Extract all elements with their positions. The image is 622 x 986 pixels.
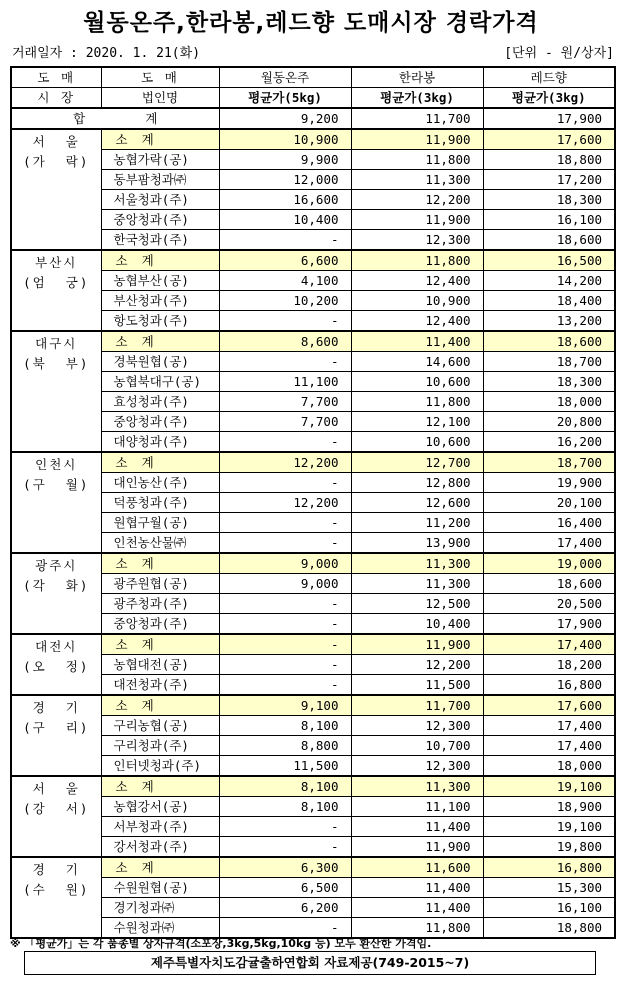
subtotal-value: 18,600 bbox=[483, 331, 615, 352]
market-city: 대구시 bbox=[35, 336, 78, 351]
corp-name: 부산청과(주) bbox=[101, 291, 219, 311]
source-credit: 제주특별자치도감귤출하연합회 자료제공(749-2015~7) bbox=[24, 951, 596, 975]
price-value: 8,100 bbox=[219, 797, 351, 817]
header-corp-line2: 법인명 bbox=[101, 88, 219, 109]
price-value: 20,800 bbox=[483, 412, 615, 432]
subtotal-value: 10,900 bbox=[219, 129, 351, 150]
subtotal-value: 12,700 bbox=[351, 452, 483, 473]
header-avg-redhyang: 평균가(3kg) bbox=[483, 88, 615, 109]
header-avg-mandarin: 평균가(5kg) bbox=[219, 88, 351, 109]
price-value: 16,400 bbox=[483, 513, 615, 533]
table-row bbox=[11, 372, 615, 392]
price-value: 15,300 bbox=[483, 878, 615, 898]
corp-name: 광주청과(주) bbox=[101, 594, 219, 614]
price-value: 10,400 bbox=[219, 210, 351, 230]
price-value: - bbox=[219, 513, 351, 533]
table-row bbox=[11, 817, 615, 837]
price-value: 11,500 bbox=[351, 675, 483, 696]
corp-name: 경북원협(공) bbox=[101, 352, 219, 372]
market-district: (오 정) bbox=[23, 659, 90, 674]
price-value: 18,900 bbox=[483, 797, 615, 817]
market-city: 경 기 bbox=[32, 700, 80, 715]
corp-name: 농협부산(공) bbox=[101, 271, 219, 291]
table-row bbox=[11, 594, 615, 614]
table-row bbox=[11, 574, 615, 594]
price-value: - bbox=[219, 352, 351, 372]
table-row bbox=[11, 473, 615, 493]
price-value: 10,400 bbox=[351, 614, 483, 635]
price-value: 19,800 bbox=[483, 837, 615, 858]
price-value: 6,500 bbox=[219, 878, 351, 898]
subtotal-label: 소계 bbox=[101, 695, 219, 716]
price-value: 11,300 bbox=[351, 574, 483, 594]
header-avg-hallabong: 평균가(3kg) bbox=[351, 88, 483, 109]
table-row bbox=[11, 878, 615, 898]
subtotal-value: 8,600 bbox=[219, 331, 351, 352]
market-district: (수 원) bbox=[23, 882, 90, 897]
subtotal-row bbox=[11, 250, 615, 271]
price-value: 9,000 bbox=[219, 574, 351, 594]
price-value: 12,200 bbox=[219, 493, 351, 513]
price-value: 14,200 bbox=[483, 271, 615, 291]
price-value: 16,100 bbox=[483, 898, 615, 918]
price-value: 18,600 bbox=[483, 574, 615, 594]
price-value: 11,200 bbox=[351, 513, 483, 533]
market-cell bbox=[11, 452, 101, 553]
subtotal-row bbox=[11, 634, 615, 655]
price-value: 18,700 bbox=[483, 352, 615, 372]
page-title: 월동온주,한라봉,레드향 도매시장 경락가격 bbox=[83, 10, 539, 36]
price-value: 10,200 bbox=[219, 291, 351, 311]
market-district: (가 락) bbox=[23, 154, 90, 169]
price-value: 11,100 bbox=[219, 372, 351, 392]
price-value: 18,600 bbox=[483, 230, 615, 251]
corp-name: 덕풍청과(주) bbox=[101, 493, 219, 513]
subtotal-value: 9,100 bbox=[219, 695, 351, 716]
subtotal-value: 11,300 bbox=[351, 776, 483, 797]
table-row bbox=[11, 352, 615, 372]
price-value: - bbox=[219, 817, 351, 837]
subtotal-label: 소계 bbox=[101, 452, 219, 473]
subtotal-row bbox=[11, 129, 615, 150]
subtotal-value: 9,000 bbox=[219, 553, 351, 574]
price-value: - bbox=[219, 594, 351, 614]
corp-name: 구리청과(주) bbox=[101, 736, 219, 756]
price-value: 12,300 bbox=[351, 716, 483, 736]
price-value: 12,400 bbox=[351, 311, 483, 332]
market-cell bbox=[11, 857, 101, 938]
market-district: (강 서) bbox=[23, 801, 90, 816]
subtotal-label: 소계 bbox=[101, 129, 219, 150]
price-value: - bbox=[219, 675, 351, 696]
subtotal-label: 소계 bbox=[101, 553, 219, 574]
table-row bbox=[11, 271, 615, 291]
price-value: 11,100 bbox=[351, 797, 483, 817]
market-district: (구 월) bbox=[23, 477, 90, 492]
corp-name: 중앙청과(주) bbox=[101, 210, 219, 230]
price-value: 11,800 bbox=[351, 150, 483, 170]
price-value: 18,800 bbox=[483, 150, 615, 170]
subtotal-value: 11,900 bbox=[351, 129, 483, 150]
corp-name: 인터넷청과(주) bbox=[101, 756, 219, 777]
market-district: (구 리) bbox=[23, 720, 90, 735]
subtotal-label: 소계 bbox=[101, 250, 219, 271]
subtotal-label: 소계 bbox=[101, 857, 219, 878]
price-value: 11,800 bbox=[351, 392, 483, 412]
subtotal-value: 12,200 bbox=[219, 452, 351, 473]
trade-date: 거래일자 : 2020. 1. 21(화) bbox=[12, 46, 201, 61]
price-value: 10,600 bbox=[351, 432, 483, 453]
table-row bbox=[11, 655, 615, 675]
market-district: (엄 궁) bbox=[23, 275, 90, 290]
table-row bbox=[11, 311, 615, 332]
subtotal-label: 소계 bbox=[101, 634, 219, 655]
price-value: 12,200 bbox=[351, 655, 483, 675]
price-value: 16,600 bbox=[219, 190, 351, 210]
price-table-body bbox=[11, 67, 615, 938]
price-value: 12,600 bbox=[351, 493, 483, 513]
total-label: 합 계 bbox=[11, 108, 219, 129]
price-value: 13,200 bbox=[483, 311, 615, 332]
price-value: 8,100 bbox=[219, 716, 351, 736]
subtotal-value: 8,100 bbox=[219, 776, 351, 797]
table-row bbox=[11, 432, 615, 453]
price-value: 18,400 bbox=[483, 291, 615, 311]
table-row bbox=[11, 736, 615, 756]
subtotal-value: 11,300 bbox=[351, 553, 483, 574]
total-value-redhyang: 17,900 bbox=[483, 108, 615, 129]
price-value: 16,100 bbox=[483, 210, 615, 230]
subtotal-value: 16,800 bbox=[483, 857, 615, 878]
header-market-line1: 도 매 bbox=[11, 67, 101, 88]
price-value: - bbox=[219, 533, 351, 554]
market-cell bbox=[11, 776, 101, 857]
market-city: 부산시 bbox=[35, 255, 78, 270]
table-row bbox=[11, 412, 615, 432]
price-value: - bbox=[219, 614, 351, 635]
price-value: 13,900 bbox=[351, 533, 483, 554]
corp-name: 항도청과(주) bbox=[101, 311, 219, 332]
corp-name: 동부팜청과㈜ bbox=[101, 170, 219, 190]
subtotal-value: 17,600 bbox=[483, 129, 615, 150]
price-value: 12,000 bbox=[219, 170, 351, 190]
total-value-mandarin: 9,200 bbox=[219, 108, 351, 129]
price-value: 7,700 bbox=[219, 412, 351, 432]
corp-name: 농협강서(공) bbox=[101, 797, 219, 817]
header-row-2 bbox=[11, 88, 615, 109]
subtotal-row bbox=[11, 452, 615, 473]
subtotal-row bbox=[11, 776, 615, 797]
price-value: 12,300 bbox=[351, 230, 483, 251]
subtotal-value: 17,400 bbox=[483, 634, 615, 655]
header-product-hallabong: 한라봉 bbox=[351, 67, 483, 88]
market-city: 경 기 bbox=[32, 862, 80, 877]
corp-name: 농협대전(공) bbox=[101, 655, 219, 675]
market-cell bbox=[11, 553, 101, 634]
table-row bbox=[11, 837, 615, 858]
price-value: 19,900 bbox=[483, 473, 615, 493]
subtotal-row bbox=[11, 553, 615, 574]
header-product-mandarin: 월동온주 bbox=[219, 67, 351, 88]
unit-label: [단위 - 원/상자] bbox=[504, 46, 614, 61]
table-row bbox=[11, 190, 615, 210]
table-row bbox=[11, 513, 615, 533]
market-city: 서 울 bbox=[32, 781, 80, 796]
price-value: 12,800 bbox=[351, 473, 483, 493]
subtotal-row bbox=[11, 331, 615, 352]
corp-name: 인천농산물㈜ bbox=[101, 533, 219, 554]
price-value: 10,900 bbox=[351, 291, 483, 311]
market-district: (북 부) bbox=[23, 356, 90, 371]
table-row bbox=[11, 170, 615, 190]
table-row bbox=[11, 150, 615, 170]
price-table bbox=[10, 66, 616, 939]
price-value: 11,900 bbox=[351, 210, 483, 230]
corp-name: 농협가락(공) bbox=[101, 150, 219, 170]
price-value: - bbox=[219, 918, 351, 939]
market-city: 광주시 bbox=[35, 558, 78, 573]
table-row bbox=[11, 756, 615, 777]
price-value: - bbox=[219, 837, 351, 858]
corp-name: 서울청과(주) bbox=[101, 190, 219, 210]
price-value: 4,100 bbox=[219, 271, 351, 291]
price-value: 18,300 bbox=[483, 190, 615, 210]
price-value: 10,700 bbox=[351, 736, 483, 756]
subtotal-value: 19,000 bbox=[483, 553, 615, 574]
price-value: 17,400 bbox=[483, 533, 615, 554]
market-city: 대전시 bbox=[35, 639, 78, 654]
corp-name: 대양청과(주) bbox=[101, 432, 219, 453]
market-city: 인천시 bbox=[35, 457, 78, 472]
table-row bbox=[11, 230, 615, 251]
price-value: - bbox=[219, 432, 351, 453]
price-value: 11,400 bbox=[351, 878, 483, 898]
corp-name: 서부청과(주) bbox=[101, 817, 219, 837]
price-value: 12,200 bbox=[351, 190, 483, 210]
corp-name: 광주원협(공) bbox=[101, 574, 219, 594]
subtotal-value: 11,400 bbox=[351, 331, 483, 352]
price-value: 8,800 bbox=[219, 736, 351, 756]
corp-name: 효성청과(주) bbox=[101, 392, 219, 412]
price-value: 19,100 bbox=[483, 817, 615, 837]
price-value: 12,500 bbox=[351, 594, 483, 614]
subtotal-value: 18,700 bbox=[483, 452, 615, 473]
table-row bbox=[11, 493, 615, 513]
subtotal-value: 16,500 bbox=[483, 250, 615, 271]
price-value: 11,400 bbox=[351, 898, 483, 918]
price-value: 16,800 bbox=[483, 675, 615, 696]
price-value: 17,400 bbox=[483, 716, 615, 736]
price-value: 20,500 bbox=[483, 594, 615, 614]
table-row bbox=[11, 614, 615, 635]
market-cell bbox=[11, 331, 101, 452]
market-cell bbox=[11, 695, 101, 776]
subtotal-value: 19,100 bbox=[483, 776, 615, 797]
corp-name: 중앙청과(주) bbox=[101, 614, 219, 635]
corp-name: 한국청과(주) bbox=[101, 230, 219, 251]
price-value: 12,400 bbox=[351, 271, 483, 291]
price-value: 9,900 bbox=[219, 150, 351, 170]
price-value: - bbox=[219, 473, 351, 493]
header-product-redhyang: 레드향 bbox=[483, 67, 615, 88]
price-value: 18,300 bbox=[483, 372, 615, 392]
table-row bbox=[11, 210, 615, 230]
price-value: 17,400 bbox=[483, 736, 615, 756]
price-value: 14,600 bbox=[351, 352, 483, 372]
price-value: - bbox=[219, 230, 351, 251]
subtotal-value: 11,900 bbox=[351, 634, 483, 655]
price-value: 11,400 bbox=[351, 817, 483, 837]
subtotal-value: 6,300 bbox=[219, 857, 351, 878]
market-cell bbox=[11, 250, 101, 331]
price-value: 11,800 bbox=[351, 918, 483, 939]
subtotal-row bbox=[11, 695, 615, 716]
corp-name: 수원청과㈜ bbox=[101, 918, 219, 939]
price-value: 18,000 bbox=[483, 392, 615, 412]
subtotal-value: 11,700 bbox=[351, 695, 483, 716]
table-row bbox=[11, 392, 615, 412]
header-corp-line1: 도 매 bbox=[101, 67, 219, 88]
total-row bbox=[11, 108, 615, 129]
corp-name: 경기청과㈜ bbox=[101, 898, 219, 918]
corp-name: 중앙청과(주) bbox=[101, 412, 219, 432]
price-value: 18,800 bbox=[483, 918, 615, 939]
header-row-1 bbox=[11, 67, 615, 88]
market-city: 서 울 bbox=[32, 134, 80, 149]
price-value: - bbox=[219, 311, 351, 332]
price-value: 18,200 bbox=[483, 655, 615, 675]
table-row bbox=[11, 675, 615, 696]
price-value: 12,300 bbox=[351, 756, 483, 777]
price-value: 16,200 bbox=[483, 432, 615, 453]
price-value: - bbox=[219, 655, 351, 675]
corp-name: 구리농협(공) bbox=[101, 716, 219, 736]
subtotal-label: 소계 bbox=[101, 331, 219, 352]
price-value: 20,100 bbox=[483, 493, 615, 513]
corp-name: 대전청과(주) bbox=[101, 675, 219, 696]
price-value: 10,600 bbox=[351, 372, 483, 392]
price-value: 6,200 bbox=[219, 898, 351, 918]
table-row bbox=[11, 797, 615, 817]
price-value: 7,700 bbox=[219, 392, 351, 412]
table-row bbox=[11, 716, 615, 736]
corp-name: 대인농산(주) bbox=[101, 473, 219, 493]
table-row bbox=[11, 533, 615, 554]
price-value: 18,000 bbox=[483, 756, 615, 777]
price-value: 17,900 bbox=[483, 614, 615, 635]
subtotal-value: - bbox=[219, 634, 351, 655]
total-value-hallabong: 11,700 bbox=[351, 108, 483, 129]
subtotal-value: 11,800 bbox=[351, 250, 483, 271]
price-value: 11,900 bbox=[351, 837, 483, 858]
table-row bbox=[11, 898, 615, 918]
market-district: (각 화) bbox=[23, 578, 90, 593]
header-market-line2: 시 장 bbox=[11, 88, 101, 109]
price-value: 12,100 bbox=[351, 412, 483, 432]
subtotal-value: 17,600 bbox=[483, 695, 615, 716]
corp-name: 수원원협(공) bbox=[101, 878, 219, 898]
corp-name: 농협북대구(공) bbox=[101, 372, 219, 392]
market-cell bbox=[11, 129, 101, 250]
subtotal-row bbox=[11, 857, 615, 878]
price-value: 11,300 bbox=[351, 170, 483, 190]
price-value: 11,500 bbox=[219, 756, 351, 777]
corp-name: 원협구월(공) bbox=[101, 513, 219, 533]
subtotal-label: 소계 bbox=[101, 776, 219, 797]
price-value: 17,200 bbox=[483, 170, 615, 190]
subtotal-value: 6,600 bbox=[219, 250, 351, 271]
market-cell bbox=[11, 634, 101, 695]
table-row bbox=[11, 291, 615, 311]
corp-name: 강서청과(주) bbox=[101, 837, 219, 858]
subtotal-value: 11,600 bbox=[351, 857, 483, 878]
footnote: ※ 「평균가」는 각 품종별 상자규격(소포장,3kg,5kg,10kg 등) 모두 환산한 가격임. bbox=[10, 937, 432, 950]
